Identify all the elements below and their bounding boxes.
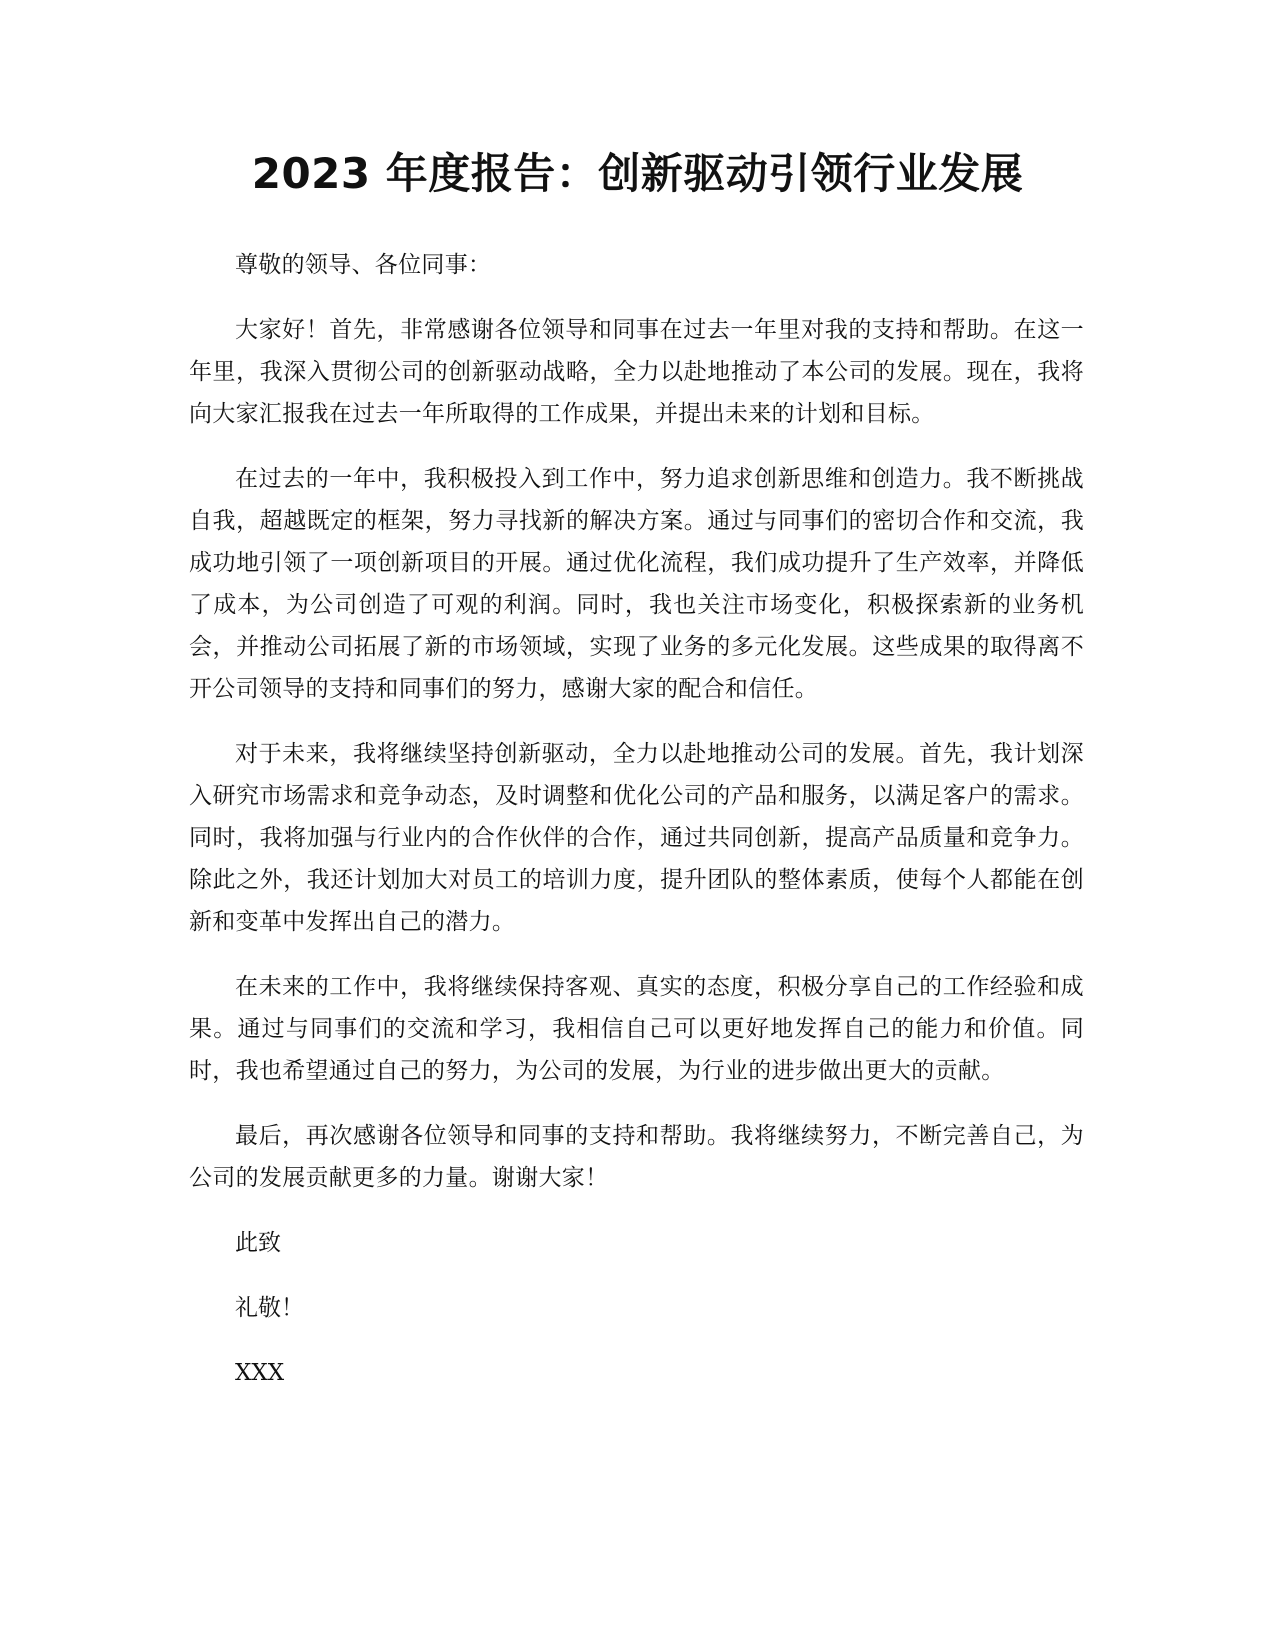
paragraph-achievements: 在过去的一年中，我积极投入到工作中，努力追求创新思维和创造力。我不断挑战自我，超越既定的框架，努力寻找新的解决方案。通过与同事们的密切合作和交流，我成功地引领了一项创新项目的开展。通过优化流程，我们成功提升了生产效率，并降低了成本，为公司创造了可观的利润。同时，我也关注市场变化，积极探索新的业务机会，并推动公司拓展了新的市场领域，实现了业务的多元化发展。这些成果的取得离不开公司领导的支持和同事们的努力，感谢大家的配合和信任。 <box>189 466 1084 702</box>
paragraph-greeting: 大家好！首先，非常感谢各位领导和同事在过去一年里对我的支持和帮助。在这一年里，我深入贯彻公司的创新驱动战略，全力以赴地推动了本公司的发展。现在，我将向大家汇报我在过去一年所取得的工作成果，并提出未来的计划和目标。 <box>189 317 1084 427</box>
document-body <box>189 244 1084 1394</box>
signature: XXX <box>235 1360 285 1386</box>
closing-line-1: 此致 <box>235 1230 281 1256</box>
salutation: 尊敬的领导、各位同事： <box>235 252 492 278</box>
closing-line-2: 礼敬！ <box>235 1295 304 1321</box>
document-title: 2023 年度报告：创新驱动引领行业发展 <box>251 149 1024 198</box>
paragraph-future-plans: 对于未来，我将继续坚持创新驱动，全力以赴地推动公司的发展。首先，我计划深入研究市场需求和竞争动态，及时调整和优化公司的产品和服务，以满足客户的需求。同时，我将加强与行业内的合作伙伴的合作，通过共同创新，提高产品质量和竞争力。除此之外，我还计划加大对员工的培训力度，提升团队的整体素质，使每个人都能在创新和变革中发挥出自己的潜力。 <box>189 741 1084 935</box>
paragraph-attitude: 在未来的工作中，我将继续保持客观、真实的态度，积极分享自己的工作经验和成果。通过与同事们的交流和学习，我相信自己可以更好地发挥自己的能力和价值。同时，我也希望通过自己的努力，为公司的发展，为行业的进步做出更大的贡献。 <box>189 974 1084 1084</box>
paragraph-thanks: 最后，再次感谢各位领导和同事的支持和帮助。我将继续努力，不断完善自己，为公司的发展贡献更多的力量。谢谢大家！ <box>189 1123 1084 1191</box>
